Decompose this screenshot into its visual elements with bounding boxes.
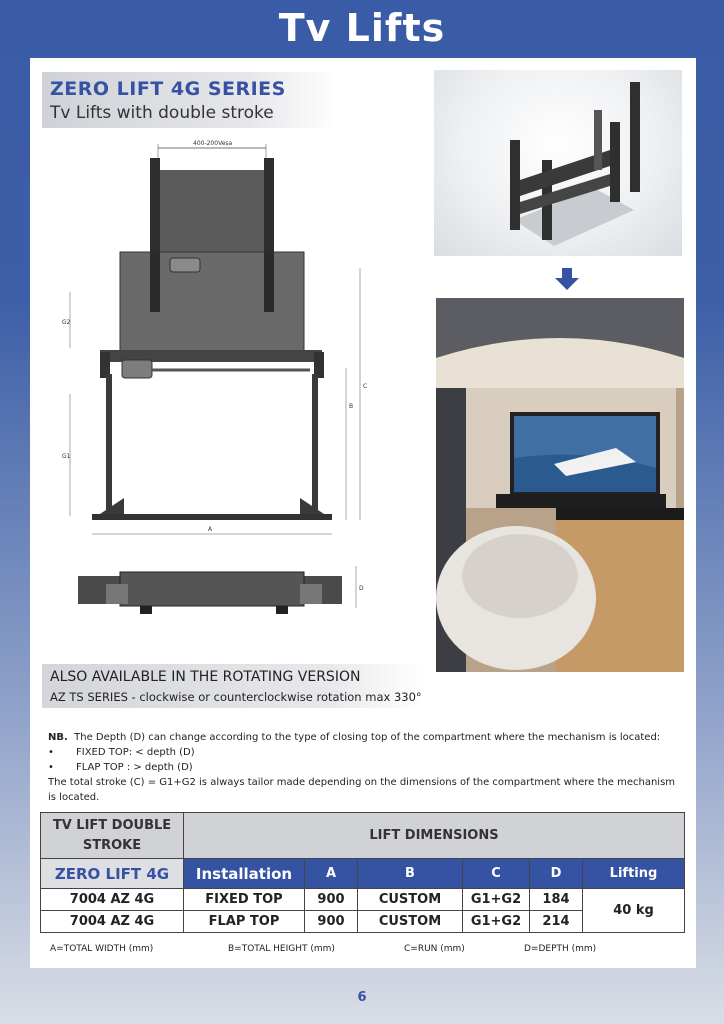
notes-section [48,730,684,805]
rotating-subtitle: AZ TS SERIES - clockwise or counterclockwise rotation max 330° [50,690,422,704]
legend-a: A=TOTAL WIDTH (mm) [50,944,154,954]
cell-model: 7004 AZ 4G [41,911,184,933]
cell-installation: FIXED TOP [184,889,305,911]
page-number: 6 [357,990,367,1005]
cell-d: 214 [530,911,583,933]
nb-label: NB. [48,732,68,743]
bullet-flap-top: • FLAP TOP : > depth (D) [48,762,193,773]
cell-d: 184 [530,889,583,911]
cell-a: 900 [305,889,358,911]
nb-note [48,730,684,745]
col-a: A [305,859,358,889]
stroke-note: The total stroke (C) = G1+G2 is always tailor made depending on the dimensions of the compartment where the mechanism is located. [48,777,676,803]
cell-model: 7004 AZ 4G [41,889,184,911]
dim-d: D [359,585,364,592]
dimensions-table [40,812,685,933]
cell-b: CUSTOM [358,911,463,933]
series-subtitle: Tv Lifts with double stroke [50,103,274,123]
rotating-version-box [42,664,422,708]
cell-c: G1+G2 [463,889,530,911]
series-name: ZERO LIFT 4G SERIES [50,78,286,100]
dim-g1: G1 [62,453,71,460]
dim-b: B [349,403,354,410]
table-row [41,889,685,911]
legend-b: B=TOTAL HEIGHT (mm) [228,944,335,954]
col-d: D [530,859,583,889]
dimensions-header: LIFT DIMENSIONS [184,813,685,859]
legend-d: D=DEPTH (mm) [524,944,597,954]
cell-c: G1+G2 [463,911,530,933]
bullet-fixed-top: • FIXED TOP: < depth (D) [48,747,195,758]
col-lifting: Lifting [583,859,685,889]
col-b: B [358,859,463,889]
legend-c: C=RUN (mm) [404,944,465,954]
content-panel [30,58,696,968]
nb-text: The Depth (D) can change according to the type of closing top of the compartment where the mechanism is located: [74,732,661,743]
group-header: TV LIFT DOUBLE STROKE [41,813,184,859]
dim-c: C [363,383,368,390]
col-c: C [463,859,530,889]
cell-b: CUSTOM [358,889,463,911]
series-header [42,72,338,128]
yacht-interior-photo [436,298,684,672]
arrow-down-icon [554,266,580,292]
technical-drawing [62,138,376,638]
cell-installation: FLAP TOP [184,911,305,933]
model-header: ZERO LIFT 4G [41,859,184,889]
cell-a: 900 [305,911,358,933]
page-title: Tv Lifts [278,6,446,50]
vesa-label: 400-200Vesa [193,140,233,147]
col-installation: Installation [184,859,305,889]
dim-g2: G2 [62,319,71,326]
cell-lifting: 40 kg [583,889,685,933]
dim-a: A [208,526,213,533]
mechanism-photo [434,70,682,256]
rotating-title: ALSO AVAILABLE IN THE ROTATING VERSION [50,669,361,685]
